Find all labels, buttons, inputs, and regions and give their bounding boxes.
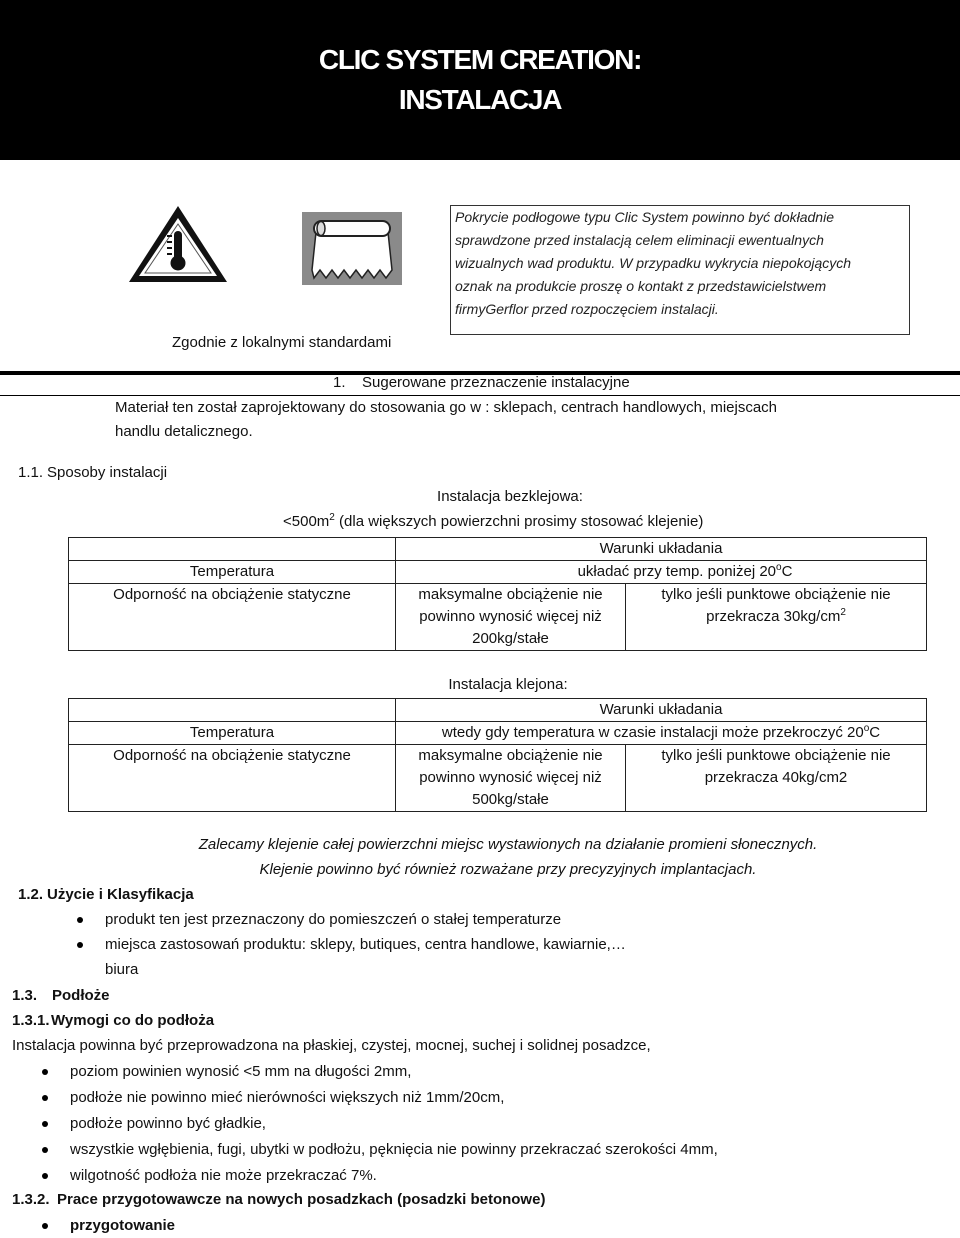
inspection-notice-box [450,205,910,335]
load-point-line: tylko jeśli punktowe obciążenie nie [661,747,891,764]
temperature-label: Temperatura [69,561,396,584]
table-corner-cell [69,699,396,722]
temperature-value-text: wtedy gdy temperatura w czasie instalacji może przekroczyć 20 [441,724,864,741]
requirements-intro: Instalacja powinna być przeprowadzona na płaskiej, czystej, mocnej, suchej i solidnej posadzce, [12,1037,651,1054]
list-item: wilgotność podłoża nie może przekraczać 7%. [70,1167,377,1184]
load-max-line: powinno wynosić więcej niż [419,608,602,625]
list-item: podłoże powinno być gładkie, [70,1115,266,1132]
list-item: przygotowanie [70,1217,176,1234]
list-item: poziom powinien wynosić <5 mm na długości 2mm, [70,1063,412,1080]
notice-line: wizualnych wad produktu. W przypadku wykrycia niepokojących [455,255,852,271]
section-1-1-number: 1.1. [18,464,44,481]
floor-roll-icon [302,212,402,285]
load-point-text: przekracza 30kg/cm [706,608,841,625]
temperature-value-text: układać przy temp. poniżej 20 [577,563,777,580]
load-max-line: 500kg/stałe [472,791,549,808]
table-corner-cell [69,538,396,561]
section-1-number: 1. [333,374,346,391]
section-1-3-1-number: 1.3.1. [12,1012,50,1029]
load-point-cell [626,745,927,812]
temperature-warning-icon [128,205,228,283]
page-title-line-2: INSTALACJA [398,84,562,115]
list-item: produkt ten jest przeznaczony do pomieszczeń o stałej temperaturze [105,911,562,928]
notice-line: Pokrycie podłogowe typu Clic System powinno być dokładnie [455,209,834,225]
bullet-icon [42,1069,48,1075]
bullet-icon [42,1095,48,1101]
section-1-2-number: 1.2. [18,886,44,903]
section-1-2-title: Użycie i Klasyfikacja [47,886,194,903]
glued-title: Instalacja klejona: [448,676,568,693]
page-title-line-1: CLIC SYSTEM CREATION: [318,44,642,75]
area-sup: 2 [329,512,335,523]
notice-line: sprawdzone przed instalacją celem eliminacji ewentualnych [455,232,824,248]
page-title [0,40,960,120]
temperature-value [396,561,927,584]
temperature-value [396,722,927,745]
load-max-line: powinno wynosić więcej niż [419,769,602,786]
paragraph-line: Materiał ten został zaprojektowany do stosowania go w : sklepach, centrach handlowych, miejscach [115,399,778,416]
load-max-line: 200kg/stałe [472,630,549,647]
area-suffix: (dla większych powierzchni prosimy stosować klejenie) [334,513,704,530]
bullet-icon [42,1147,48,1153]
section-1-3-title: Podłoże [52,987,110,1004]
load-max-line: maksymalne obciążenie nie [418,586,603,603]
standards-label: Zgodnie z lokalnymi standardami [172,334,392,351]
load-point-line: tylko jeśli punktowe obciążenie nie [661,586,891,603]
list-item: podłoże nie powinno mieć nierówności większych niż 1mm/20cm, [70,1089,505,1106]
bullet-icon [42,1121,48,1127]
bullet-icon [42,1173,48,1179]
load-point-line: przekracza 40kg/cm2 [704,769,848,786]
load-point-line [626,606,926,628]
section-rule-bottom [0,395,960,396]
table-header-cell: Warunki układania [396,699,927,722]
glued-table [68,698,927,812]
load-label: Odporność na obciążenie statyczne [69,745,396,812]
section-1-3-2-number: 1.3.2. [12,1191,50,1208]
load-point-sup: 2 [840,607,846,618]
section-1-3-number: 1.3. [12,987,38,1004]
temperature-unit: C [781,563,793,580]
list-item-continuation: biura [105,961,139,978]
loose-lay-table [68,537,927,651]
recommendation-line: Klejenie powinno być również rozważane przy precyzyjnych implantacjach. [259,861,757,878]
loose-lay-title: Instalacja bezklejowa: [437,488,583,505]
notice-line: oznak na produkcie proszę o kontakt z przedstawicielstwem [455,278,827,294]
paragraph-line: handlu detalicznego. [115,423,253,440]
bullet-icon [77,917,83,923]
bullet-icon [77,942,83,948]
section-1-title: Sugerowane przeznaczenie instalacyjne [362,374,630,391]
degree-sup: o [776,562,782,573]
loose-lay-area-limit [283,512,703,532]
bullet-icon [42,1223,48,1229]
load-point-cell [626,584,927,651]
temperature-unit: C [869,724,881,741]
section-1-1-title: Sposoby instalacji [47,464,168,481]
recommendation-line: Zalecamy klejenie całej powierzchni miejsc wystawionych na działanie promieni słonecznych. [198,836,818,853]
load-label: Odporność na obciążenie statyczne [69,584,396,651]
notice-line: firmyGerflor przed rozpoczęciem instalacji. [455,301,719,317]
load-max-cell [396,745,626,812]
section-1-3-2-title: Prace przygotowawcze na nowych posadzkach (posadzki betonowe) [57,1191,546,1208]
degree-sup: o [863,723,870,734]
list-item: wszystkie wgłębienia, fugi, ubytki w podłożu, pęknięcia nie powinny przekraczać szerokości 4mm, [70,1141,718,1158]
list-item: miejsca zastosowań produktu: sklepy, butiques, centra handlowe, kawiarnie,… [105,936,626,953]
load-max-line: maksymalne obciążenie nie [418,747,603,764]
table-header-cell: Warunki układania [396,538,927,561]
load-max-cell [396,584,626,651]
temperature-label: Temperatura [69,722,396,745]
area-prefix: <500m [283,513,330,530]
section-1-3-1-title: Wymogi co do podłoża [51,1012,215,1029]
